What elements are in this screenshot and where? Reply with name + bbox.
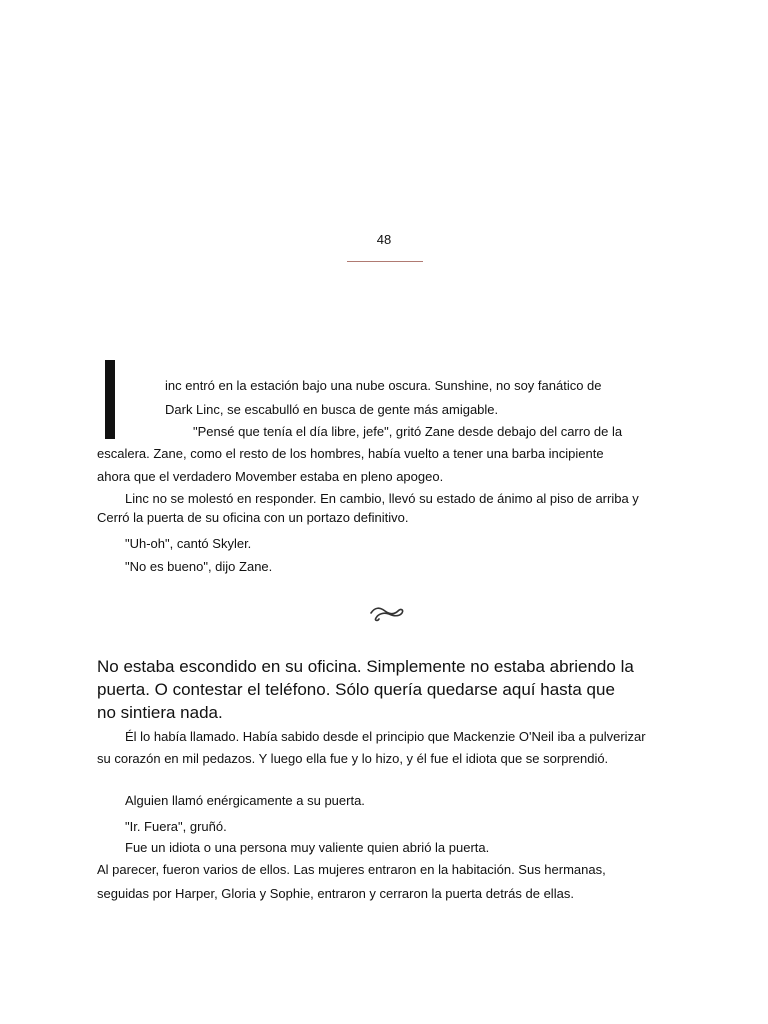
paragraph-line: Linc no se molestó en responder. En cambio, llevó su estado de ánimo al piso de arriba y [125,491,639,506]
ornament-swirl-icon [367,602,407,624]
dialogue-line: "No es bueno", dijo Zane. [125,559,273,574]
drop-cap-letter [105,360,115,439]
lead-line: no sintiera nada. [97,703,223,722]
paragraph-line: su corazón en mil pedazos. Y luego ella fue y lo hizo, y él fue el idiota que se sorprendió. [97,751,609,766]
paragraph-line: ahora que el verdadero Movember estaba en pleno apogeo. [97,469,444,484]
paragraph-line: Al parecer, fueron varios de ellos. Las mujeres entraron en la habitación. Sus hermanas, [97,862,606,877]
paragraph-line: "Pensé que tenía el día libre, jefe", gritó Zane desde debajo del carro de la [193,424,623,439]
paragraph-line: Él lo había llamado. Había sabido desde el principio que Mackenzie O'Neil iba a pulverizar [125,729,646,744]
paragraph-line: escalera. Zane, como el resto de los hombres, había vuelto a tener una barba incipiente [97,446,604,461]
dialogue-line: "Uh-oh", cantó Skyler. [125,536,252,551]
paragraph-line: Dark Linc, se escabulló en busca de gente más amigable. [165,402,499,417]
lead-line: puerta. O contestar el teléfono. Sólo quería quedarse aquí hasta que [97,680,615,699]
lead-line: No estaba escondido en su oficina. Simplemente no estaba abriendo la [97,657,634,676]
dialogue-line: "Ir. Fuera", gruñó. [125,819,227,834]
page-number-rule [347,261,423,262]
page-number: 48 [376,232,392,247]
paragraph-line: Cerró la puerta de su oficina con un portazo definitivo. [97,510,409,525]
paragraph-line: inc entró en la estación bajo una nube oscura. Sunshine, no soy fanático de [165,378,602,393]
paragraph-line: seguidas por Harper, Gloria y Sophie, entraron y cerraron la puerta detrás de ellas. [97,886,574,901]
paragraph-line: Fue un idiota o una persona muy valiente quien abrió la puerta. [125,840,490,855]
paragraph-line: Alguien llamó enérgicamente a su puerta. [125,793,365,808]
